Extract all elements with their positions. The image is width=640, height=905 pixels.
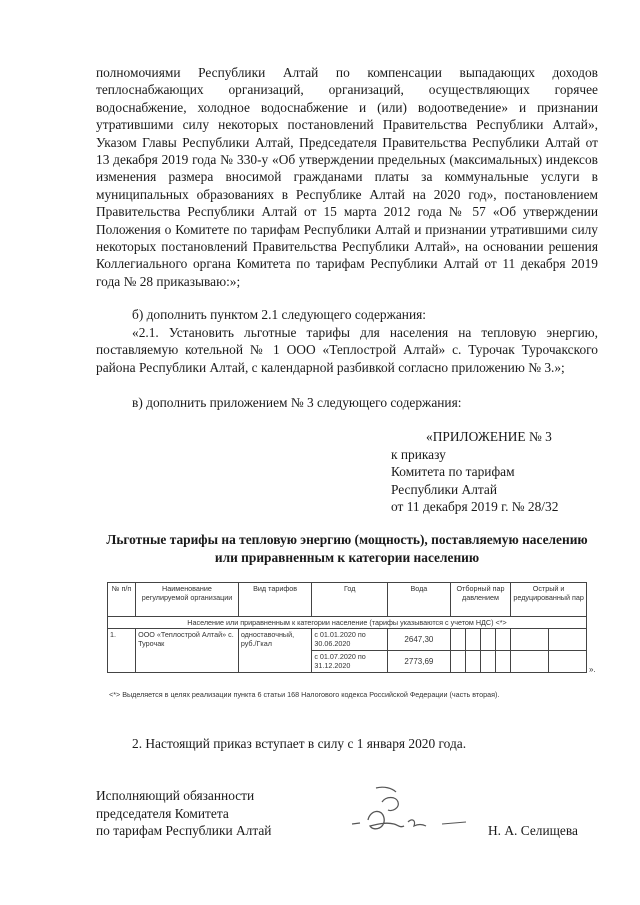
period-cell: с 01.07.2020 по 31.12.2020 [312, 651, 388, 673]
signatory-line-3: по тарифам Республики Алтай [96, 823, 272, 839]
col-header-tariff-type: Вид тарифов [238, 583, 312, 617]
paragraph-2-1: «2.1. Установить льготные тарифы для населения на тепловую энергию, поставляемую котельной № 1 ООО «Теплострой Алтай» с. Турочак Турочакского района Республики Алтай, с календарной разбивкой согласно приложению № 3.»; [96, 325, 598, 375]
col-header-selected-steam: Отборный пар давлением [450, 583, 511, 617]
footnote: <*> Выделяется в целях реализации пункта 6 статьи 168 Налогового кодекса Российской Федерации (часть вторая). [109, 690, 500, 699]
water-value-cell: 2647,30 [388, 629, 451, 651]
appendix-title: «ПРИЛОЖЕНИЕ № 3 [426, 429, 552, 444]
empty-cell [496, 629, 511, 651]
col-header-number: № п/п [108, 583, 136, 617]
paragraph-point-2: 2. Настоящий приказ вступает в силу с 1 января 2020 года. [132, 736, 467, 751]
paragraph-b: б) дополнить пунктом 2.1 следующего содержания: [132, 307, 426, 322]
empty-cell [465, 629, 480, 651]
empty-cell [465, 651, 480, 673]
col-header-year: Год [312, 583, 388, 617]
empty-cell [450, 629, 465, 651]
paragraph-v: в) дополнить приложением № 3 следующего содержания: [132, 395, 462, 410]
water-value-cell: 2773,69 [388, 651, 451, 673]
appendix-line-1: к приказу [391, 447, 446, 462]
signatory-line-2: председателя Комитета [96, 805, 229, 821]
organization-cell: ООО «Теплострой Алтай» с. Турочак [136, 629, 239, 673]
appendix-line-4: от 11 декабря 2019 г. № 28/32 [391, 499, 559, 514]
col-header-water: Вода [388, 583, 451, 617]
col-header-sharp-steam: Острый и редуцированный пар [511, 583, 587, 617]
signatory-title [96, 787, 271, 840]
table-section-row: Население или приравненным к категории население (тарифы указываются с учетом НДС) <*> [108, 617, 587, 629]
empty-cell [511, 629, 549, 651]
table-heading: Льготные тарифы на тепловую энергию (мощность), поставляемую населению или приравненным к категории населению [106, 532, 588, 565]
col-header-organization: Наименование регулируемой организации [136, 583, 239, 617]
closing-quote: ». [589, 665, 596, 674]
empty-cell [450, 651, 465, 673]
row-number-cell: 1. [108, 629, 136, 673]
empty-cell [496, 651, 511, 673]
signatory-line-1: Исполняющий обязанности [96, 788, 255, 803]
empty-cell [549, 651, 587, 673]
paragraph-continuation: полномочиями Республики Алтай по компенсации выпадающих доходов теплоснабжающих организаций, организаций, осуществляющих горячее водоснабжение, холодное водоснабжение и (или) водоотведение» и признании утратившими силу некоторых постановлений Правительства Республики Алтай», Указом Главы Республики Алтай, Председателя Правительства Республики Алтай от 13 декабря 2019 года № 330-у «Об утверждении предельных (максимальных) индексов изменения размера вносимой гражданами платы за коммунальные услуги в муниципальных образованиях в Республике Алтай на 2020 год», постановлением Правительства Республики Алтай от 15 марта 2012 года № 57 «Об утверждении Положения о Комитете по тарифам Республики Алтай и признании утратившими силу некоторых постановлений Правительства Республики Алтай», на основании решения Коллегиального органа Комитета по тарифам Республики Алтай от 11 декабря 2019 года № 28 приказываю:»; [96, 65, 598, 289]
period-cell: с 01.01.2020 по 30.06.2020 [312, 629, 388, 651]
empty-cell [480, 629, 495, 651]
empty-cell [480, 651, 495, 673]
tariff-table [107, 582, 587, 673]
appendix-line-3: Республики Алтай [391, 482, 498, 497]
tariff-type-cell: одноставочный, руб./Гкал [238, 629, 312, 673]
signatory-name: Н. А. Селищева [488, 823, 578, 838]
empty-cell [511, 651, 549, 673]
handwritten-signature [338, 780, 478, 850]
appendix-line-2: Комитета по тарифам [391, 464, 515, 479]
empty-cell [549, 629, 587, 651]
